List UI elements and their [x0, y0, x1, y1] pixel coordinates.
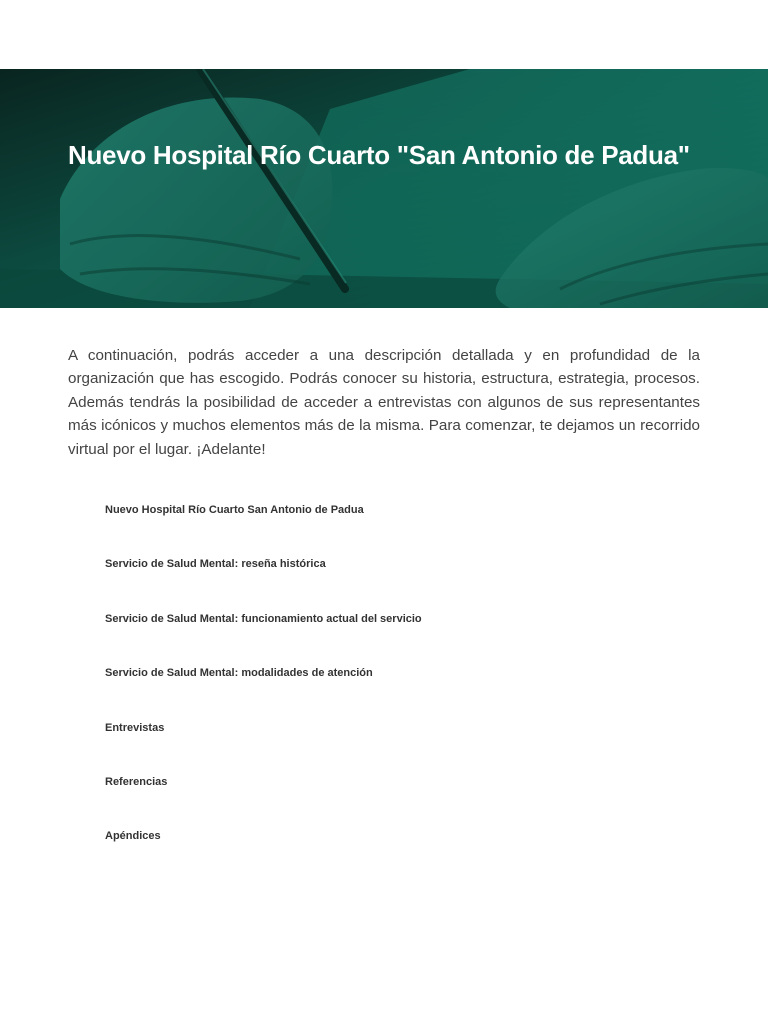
toc-item	[105, 663, 422, 717]
page-title: Nuevo Hospital Río Cuarto "San Antonio de Padua"	[68, 140, 690, 170]
toc-item	[105, 718, 422, 772]
toc-link-modalidades[interactable]: Servicio de Salud Mental: modalidades de atención	[105, 667, 373, 680]
hero-banner	[0, 69, 768, 308]
intro-paragraph: A continuación, podrás acceder a una descripción detallada y en profundidad de la organización que has escogido. Podrás conocer su historia, estructura, estrategia, procesos. Además tendrás la posibilidad de acceder a entrevistas con algunos de sus representantes más icónicos y muchos elementos más de la misma. Para comenzar, te dejamos un recorrido virtual por el lugar. ¡Adelante!	[68, 347, 700, 458]
toc-item	[105, 609, 422, 663]
table-of-contents	[105, 500, 422, 881]
toc-item	[105, 500, 422, 554]
toc-link-funcionamiento[interactable]: Servicio de Salud Mental: funcionamiento actual del servicio	[105, 612, 422, 625]
toc-item	[105, 554, 422, 608]
toc-link-entrevistas[interactable]: Entrevistas	[105, 721, 165, 734]
toc-item	[105, 826, 422, 880]
hero-writing-hands-image	[0, 69, 768, 308]
toc-link-apendices[interactable]: Apéndices	[105, 830, 161, 843]
toc-link-referencias[interactable]: Referencias	[105, 775, 168, 788]
toc-item	[105, 772, 422, 826]
toc-link-hospital[interactable]: Nuevo Hospital Río Cuarto San Antonio de Padua	[105, 504, 364, 516]
toc-link-resena-historica[interactable]: Servicio de Salud Mental: reseña histórica	[105, 558, 326, 571]
